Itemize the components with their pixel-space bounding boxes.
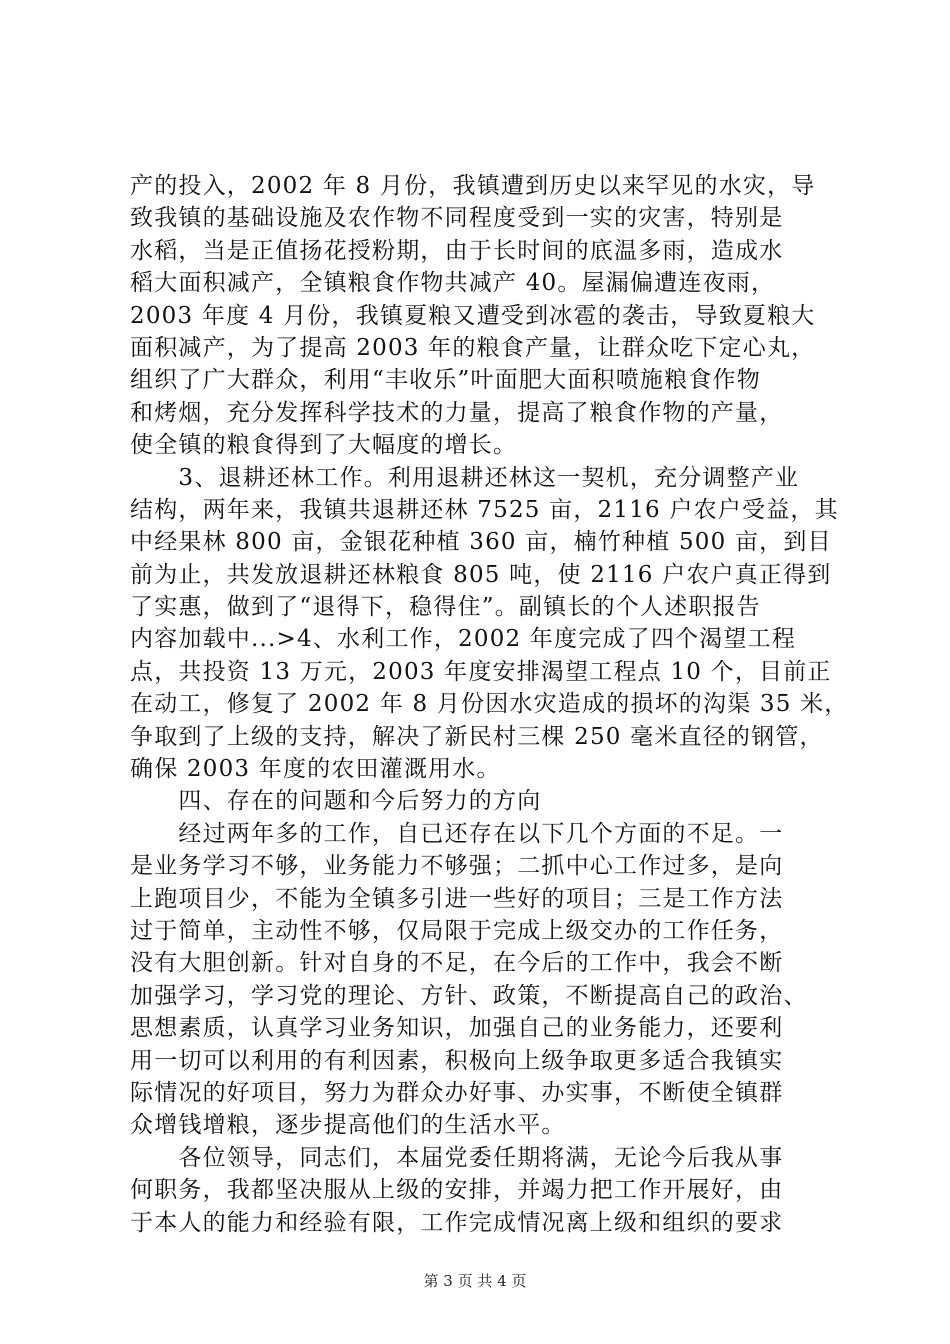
text-line: 和烤烟，充分发挥科学技术的力量，提高了粮食作物的产量， (130, 399, 784, 426)
text-line: 了实惠，做到了“退得下，稳得住”。副镇长的个人述职报告 (130, 594, 761, 621)
text-line: 3、退耕还林工作。利用退耕还林这一契机，充分调整产业 (130, 464, 800, 491)
text-line: 经过两年多的工作，自已还存在以下几个方面的不足。一 (130, 820, 784, 847)
text-line: 加强学习，学习党的理论、方针、政策，不断提高自己的政治、 (130, 982, 808, 1009)
text-line: 前为止，共发放退耕还林粮食 805 吨，使 2116 户农户真正得到 (130, 561, 832, 588)
text-line: 争取到了上级的支持，解决了新民村三棵 250 毫米直径的钢管， (130, 723, 824, 750)
text-line: 际情况的好项目，努力为群众办好事、办实事，不断使全镇群 (130, 1079, 784, 1106)
text-line: 是业务学习不够，业务能力不够强；二抓中心工作过多，是向 (130, 853, 784, 880)
text-line: 过于简单，主动性不够，仅局限于完成上级交办的工作任务， (130, 917, 784, 944)
text-line: 组织了广大群众，利用“丰收乐”叶面肥大面积喷施粮食作物 (130, 367, 761, 394)
text-line: 于本人的能力和经验有限，工作完成情况离上级和组织的要求 (130, 1209, 784, 1236)
text-line: 水稻，当是正值扬花授粉期，由于长时间的底温多雨，造成水 (130, 237, 784, 264)
text-line: 何职务，我都坚决服从上级的安排，并竭力把工作开展好，由 (130, 1177, 784, 1204)
text-line: 上跑项目少，不能为全镇多引进一些好的项目；三是工作方法 (130, 885, 784, 912)
text-line: 产的投入，2002 年 8 月份，我镇遭到历史以来罕见的水灾，导 (130, 173, 816, 199)
text-line: 结构，两年来，我镇共退耕还林 7525 亩，2116 户农户受益，其 (130, 496, 839, 523)
text-line: 使全镇的粮食得到了大幅度的增长。 (130, 432, 518, 459)
text-line: 面积减产，为了提高 2003 年的粮食产量，让群众吃下定心丸， (130, 334, 816, 361)
text-line: 在动工，修复了 2002 年 8 月份因水灾造成的损坏的沟渠 35 米， (130, 691, 849, 718)
section-heading: 四、存在的问题和今后努力的方向 (130, 788, 542, 815)
text-line: 内容加载中...>4、水利工作，2002 年度完成了四个渴望工程 (130, 626, 797, 653)
text-line: 用一切可以利用的有利因素，积极向上级争取更多适合我镇实 (130, 1047, 784, 1074)
text-line: 各位领导，同志们，本届党委任期将满，无论今后我从事 (130, 1144, 784, 1171)
text-line: 众增钱增粮，逐步提高他们的生活水平。 (130, 1112, 566, 1139)
text-line: 思想素质，认真学习业务知识，加强自己的业务能力，还要利 (130, 1015, 784, 1042)
text-line: 点，共投资 13 万元，2003 年度安排渴望工程点 10 个，目前正 (130, 658, 832, 685)
page-number-footer: 第 3 页 共 4 页 (423, 1272, 527, 1290)
text-line: 确保 2003 年度的农田灌溉用水。 (130, 756, 501, 783)
text-line: 2003 年度 4 月份，我镇夏粮又遭受到冰雹的袭击，导致夏粮大 (130, 302, 816, 329)
text-line: 稻大面积减产，全镇粮食作物共减产 40。屋漏偏遭连夜雨， (130, 270, 776, 297)
text-line: 中经果林 800 亩，金银花种植 360 亩，楠竹种植 500 亩，到目 (130, 529, 832, 556)
text-line: 没有大胆创新。针对自身的不足，在今后的工作中，我会不断 (130, 950, 784, 977)
text-line: 致我镇的基础设施及农作物不同程度受到一实的灾害，特别是 (130, 205, 784, 232)
document-body (130, 170, 849, 1239)
